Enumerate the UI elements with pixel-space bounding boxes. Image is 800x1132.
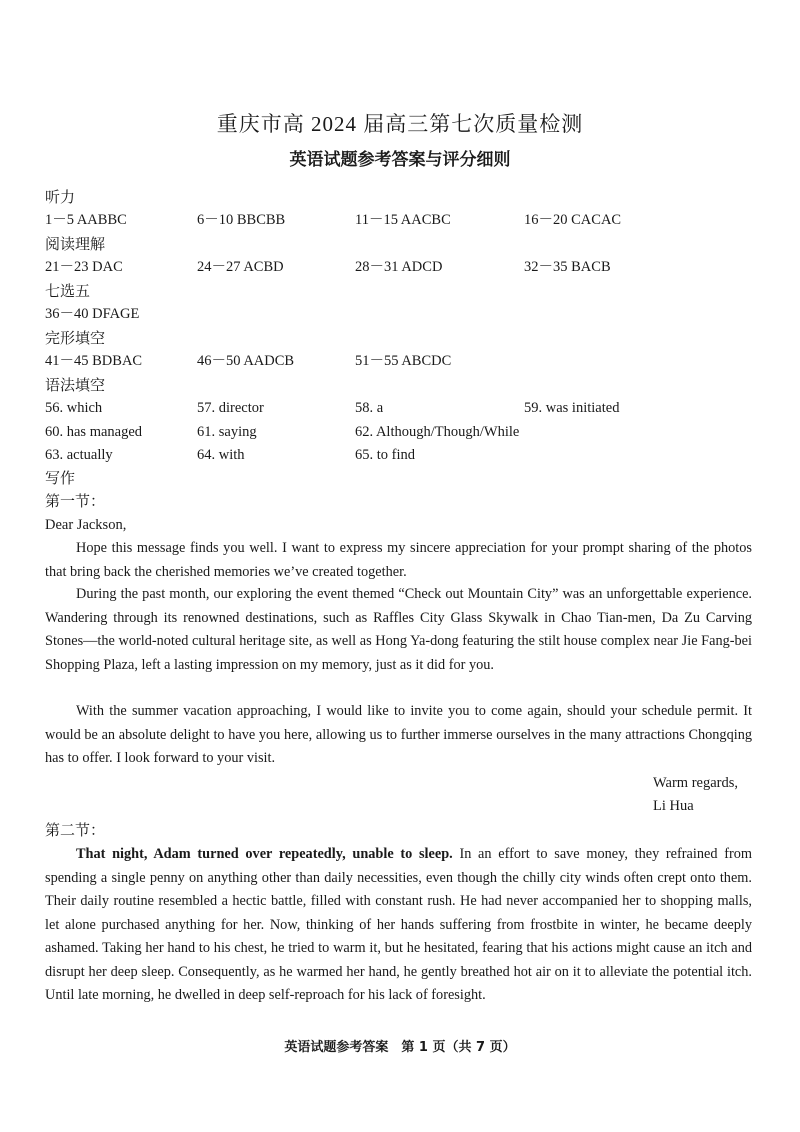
answer-cell: 16－20 CACAC: [524, 212, 622, 228]
writing-part2-label: 第二节：: [45, 821, 106, 839]
answer-cell: 63. actually: [45, 447, 113, 463]
letter-closing: Warm regards,: [653, 775, 738, 791]
answer-cell: 24－27 ACBD: [197, 259, 284, 275]
answer-cell: 36－40 DFAGE: [45, 306, 140, 322]
answer-cell: 64. with: [197, 447, 245, 463]
answer-cell: 46－50 AADCB: [197, 353, 295, 369]
answer-cell: 11－15 AACBC: [355, 212, 451, 228]
section-label-grammar: 语法填空: [45, 376, 106, 394]
answer-cell: 60. has managed: [45, 424, 143, 440]
answer-cell: 58. a: [355, 400, 384, 416]
answer-cell: 51－55 ABCDC: [355, 353, 452, 369]
section-label-reading: 阅读理解: [45, 235, 106, 253]
page-title: 重庆市高 2024 届高三第七次质量检测: [216, 112, 584, 136]
answer-cell: 62. Although/Though/While: [355, 424, 520, 440]
answer-cell: 6－10 BBCBB: [197, 212, 286, 228]
answer-cell: 41－45 BDBAC: [45, 353, 143, 369]
letter-signature: Li Hua: [653, 798, 694, 814]
answer-cell: 59. was initiated: [524, 400, 620, 416]
answer-cell: 21－23 DAC: [45, 259, 123, 275]
continuation-body: In an effort to save money, they refrained from spending a single penny on anything other than daily necessities, even though the chilly city winds often crept onto them. Their daily routine resembled a hectic battle, filled with constant rush. He had never accompanied her to shopping malls, let alone purchased anything for her. Now, thinking of her hands suffering from frostbite in winter, he became deeply ashamed. Taking her hand to his chest, he tried to warm it, but he hesitated, fearing that his actions might cause an itch and disrupt her deep sleep. Consequently, as he warmed her hand, he gently breathed hot air on it to alleviate the potential itch. Until late morning, he dwelled in deep self-reproach for his lack of foresight.: [45, 846, 752, 1003]
writing-part1-label: 第一节：: [45, 492, 106, 510]
letter-paragraph: During the past month, our exploring the event themed “Check out Mountain City” was an unforgettable experience. Wandering through its renowned destinations, such as Raffles City Glass Skywalk in Chao Tian-men, Da Zu Carving Stones—the world-noted cultural heritage site, as well as Hong Ya-dong featuring the stilt house complex near Jie Fang-bei Shopping Plaza, left a lasting impression on my memory, just as it did for you.: [45, 586, 752, 673]
answer-cell: 61. saying: [197, 424, 257, 440]
letter-greeting: Dear Jackson,: [45, 517, 127, 533]
page-footer: 英语试题参考答案 第 1 页（共 7 页）: [284, 1040, 516, 1055]
answer-cell: 32－35 BACB: [524, 259, 611, 275]
page-subtitle: 英语试题参考答案与评分细则: [289, 150, 511, 170]
letter-paragraph: Hope this message finds you well. I want to express my sincere appreciation for your prompt sharing of the photos that bring back the cherished memories we’ve created together.: [45, 540, 752, 580]
answer-cell: 65. to find: [355, 447, 416, 463]
continuation-paragraph: [45, 843, 752, 1008]
section-label-seven-five: 七选五: [45, 282, 91, 300]
section-label-listening: 听力: [45, 188, 76, 206]
answer-cell: 57. director: [197, 400, 264, 416]
answer-cell: 28－31 ADCD: [355, 259, 443, 275]
section-label-writing: 写作: [45, 469, 76, 487]
answer-cell: 56. which: [45, 400, 103, 416]
letter-paragraph: With the summer vacation approaching, I would like to invite you to come again, should your schedule permit. It would be an absolute delight to have you here, allowing us to further immerse ourselves in the many attractions Chongqing has to offer. I look forward to your visit.: [45, 703, 752, 766]
continuation-lead-sentence: That night, Adam turned over repeatedly, unable to sleep.: [76, 846, 453, 862]
section-label-cloze: 完形填空: [45, 329, 106, 347]
answer-cell: 1－5 AABBC: [45, 212, 127, 228]
